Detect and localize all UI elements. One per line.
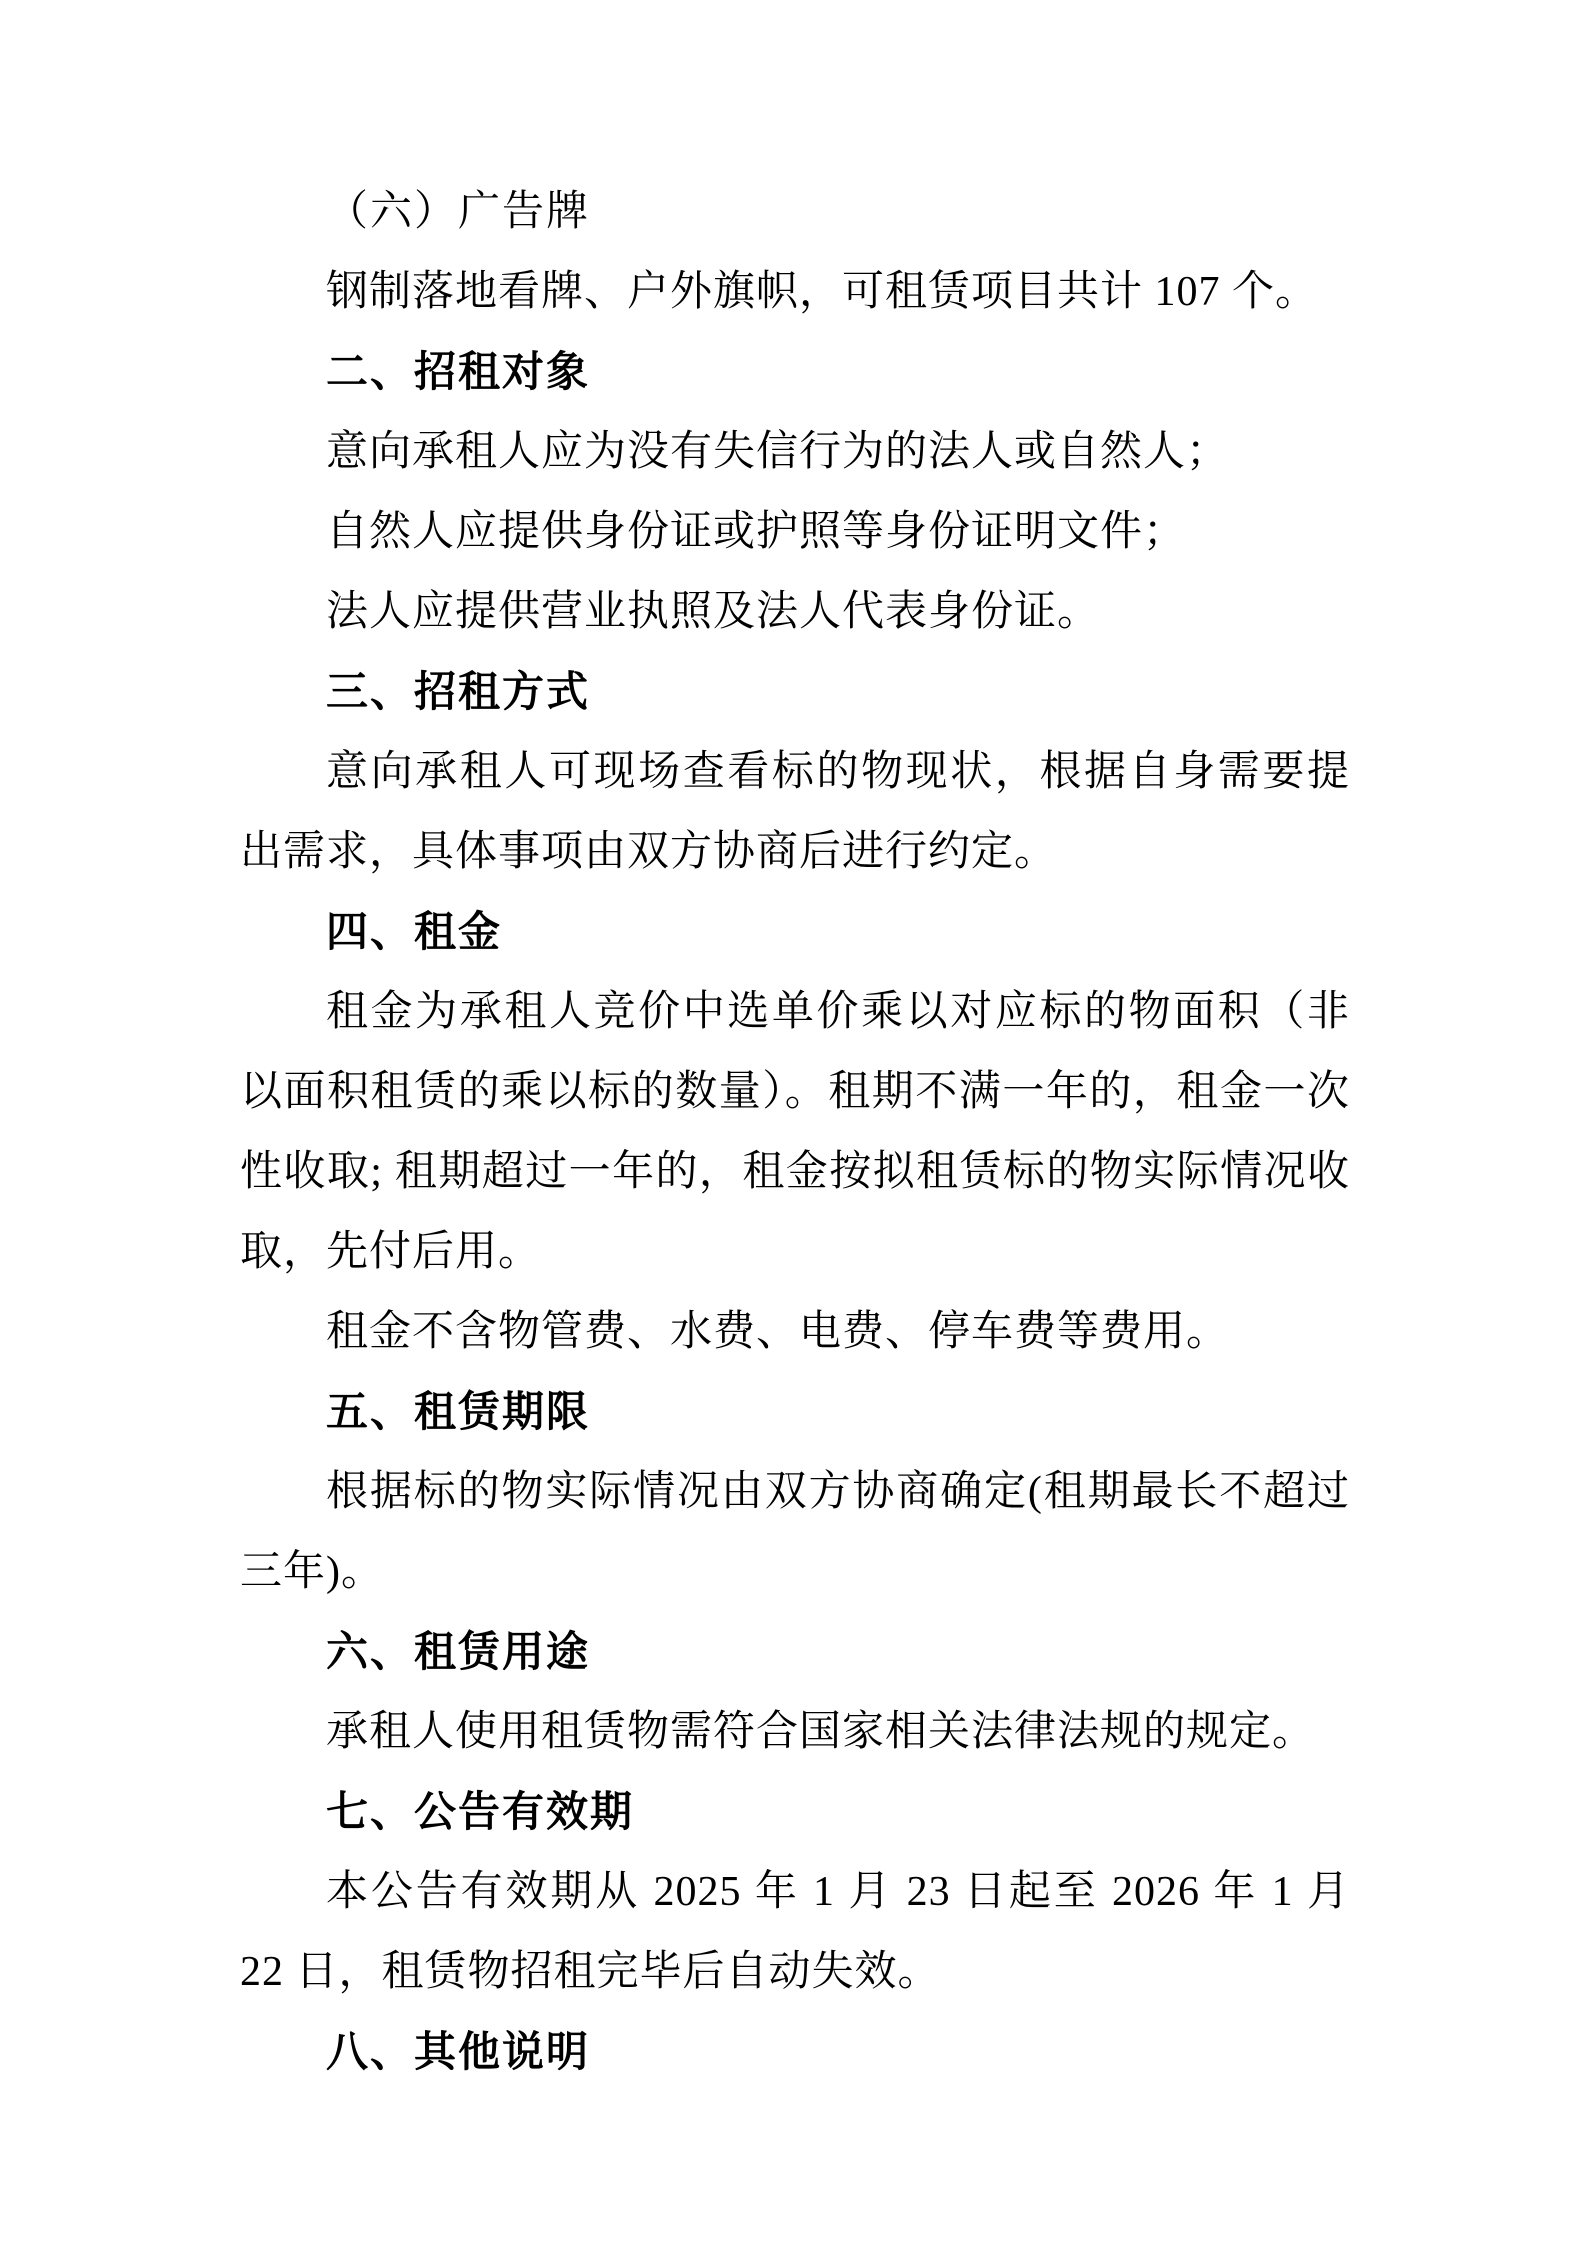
paragraph-site-inspection: 意向承租人可现场查看标的物现状，根据自身需要提出需求，具体事项由双方协商后进行约定。 [240, 749, 1350, 875]
section-heading-4-rent: 四、租金 [326, 908, 503, 955]
section-heading-2-target-tenants: 二、招租对象 [326, 348, 591, 395]
section-heading-6-lease-purpose: 六、租赁用途 [326, 1628, 591, 1675]
section-heading-8-other-notes: 八、其他说明 [326, 2028, 591, 2075]
paragraph-rent-exclusions: 租金不含物管费、水费、电费、停车费等费用。 [326, 1309, 1230, 1355]
paragraph-natural-person-docs: 自然人应提供身份证或护照等身份证明文件； [326, 509, 1187, 555]
paragraph-lease-term-limit: 根据标的物实际情况由双方协商确定(租期最长不超过三年)。 [240, 1469, 1350, 1595]
section-heading-5-lease-term: 五、租赁期限 [326, 1388, 591, 1435]
section-heading-3-leasing-method: 三、招租方式 [326, 668, 591, 715]
paragraph-lease-purpose-rule: 承租人使用租赁物需符合国家相关法律法规的规定。 [326, 1709, 1316, 1755]
paragraph-validity-dates: 本公告有效期从 2025 年 1 月 23 日起至 2026 年 1 月 22 日，租赁物招租完毕后自动失效。 [240, 1869, 1350, 1995]
paragraph-billboard-items: 钢制落地看牌、户外旗帜，可租赁项目共计 107 个。 [326, 269, 1319, 315]
paragraph-tenant-requirement: 意向承租人应为没有失信行为的法人或自然人； [326, 429, 1230, 475]
document-content [240, 172, 1350, 2092]
paragraph-rent-calculation: 租金为承租人竞价中选单价乘以对应标的物面积（非以面积租赁的乘以标的数量）。租期不满一年的，租金一次性收取; 租期超过一年的，租金按拟租赁标的物实际情况收取，先付后用。 [240, 989, 1350, 1275]
subsection-heading-6-billboards: （六）广告牌 [326, 189, 591, 235]
section-heading-7-validity-period: 七、公告有效期 [326, 1788, 635, 1835]
paragraph-legal-person-docs: 法人应提供营业执照及法人代表身份证。 [326, 589, 1101, 635]
